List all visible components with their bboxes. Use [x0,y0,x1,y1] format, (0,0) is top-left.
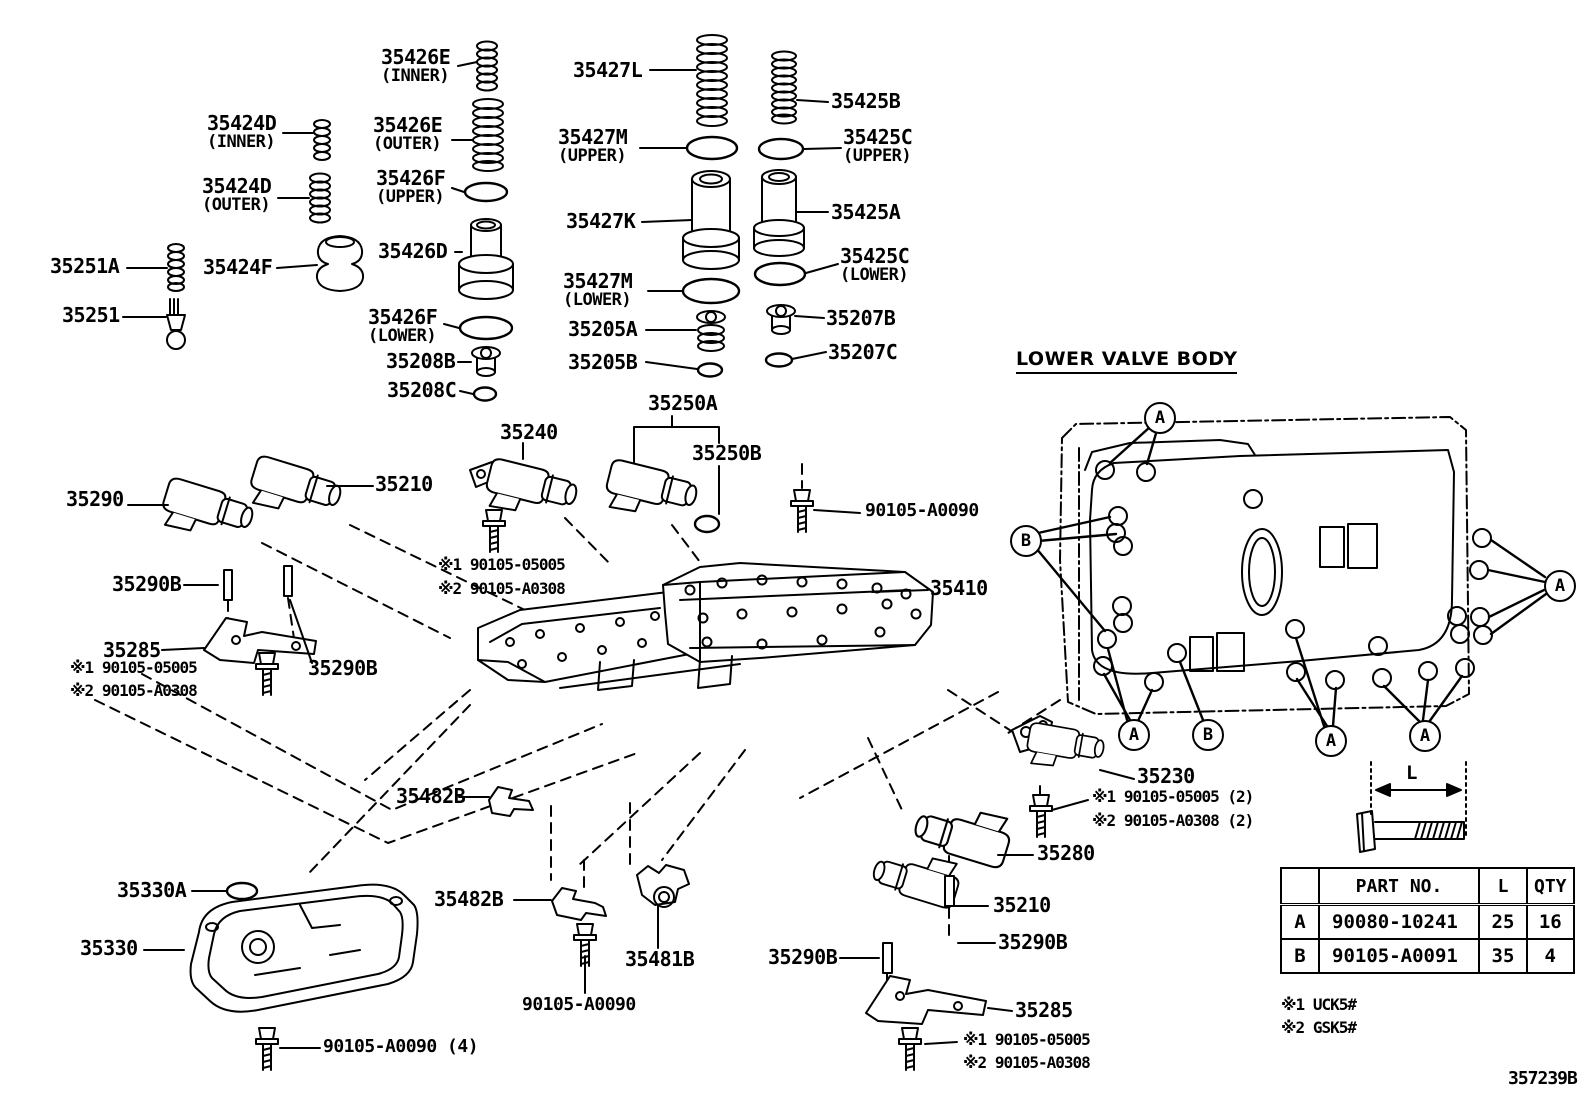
bolt-holes [1094,461,1492,691]
callout-a: A [1409,720,1441,752]
solenoid-35280 [911,794,1015,870]
bolt-35285-bottom [899,1028,921,1070]
part-label-35290: 35290 [66,487,124,511]
bolt-table-cell-part: 90080-10241 [1319,905,1479,940]
o-ring-35425c-upper [759,139,803,159]
solenoid-35250 [602,458,700,526]
part-label-90105-a0090-4-: 90105-A0090 (4) [323,1036,479,1057]
part-label-35210: 35210 [993,893,1051,917]
bolt-35230 [1030,795,1052,837]
bolt-90105-a0090-pan [256,1028,278,1070]
callout-b: B [1010,525,1042,557]
section-title: LOWER VALVE BODY [1016,348,1237,374]
bracket-35482b-bottom [552,888,606,920]
plug-35208b [472,347,500,376]
part-label-35210: 35210 [375,472,433,496]
part-label-35426f: 35426F (LOWER) [368,305,438,346]
o-ring-35330a [227,883,257,899]
solenoid-35230 [1024,722,1106,775]
callout-b: B [1192,719,1224,751]
part-label-35426f: 35426F (UPPER) [376,166,446,207]
spring-35426e-outer [473,99,503,171]
part-label-35285: 35285 [103,638,161,662]
bolt-table-cell-key: A [1281,905,1319,940]
part-label-35426e: 35426E (OUTER) [373,113,443,154]
part-label-35424f: 35424F [203,255,273,279]
part-label--2-90105-a0308: ※2 90105-A0308 [963,1053,1090,1072]
part-label-35330a: 35330A [117,878,187,902]
spring-35425b [772,52,796,124]
part-label-35250b: 35250B [692,441,762,465]
case-outline [1060,417,1469,714]
sleeve-35426d [459,219,513,299]
part-label-90105-a0090: 90105-A0090 [865,500,979,521]
callout-a: A [1144,402,1176,434]
part-label-qualifier: (INNER) [207,132,276,152]
solenoid-35210 [245,454,344,526]
bolt-table-row-a [1281,905,1574,940]
part-label-35285: 35285 [1015,998,1073,1022]
o-ring-35426f-upper [465,183,507,201]
part-label-35482b: 35482B [396,784,466,808]
part-label-qualifier: (INNER) [381,66,450,86]
part-label-35424d: 35424D (OUTER) [202,174,272,215]
dimension-label: L [1406,762,1418,784]
part-label-35427m: 35427M (UPPER) [558,125,628,166]
part-label-35207c: 35207C [828,340,898,364]
table-header-key [1281,868,1319,905]
part-label--1-90105-05005: ※1 90105-05005 [963,1030,1090,1049]
o-ring-35425c-lower [755,263,805,285]
part-label-qualifier: (LOWER) [563,290,632,310]
table-header-qty: QTY [1527,868,1574,905]
bolt-90105-a0090-top [791,490,813,532]
part-label--2-gsk5-: ※2 GSK5# [1281,1018,1356,1037]
part-label-qualifier: (UPPER) [558,146,627,166]
part-label-qualifier: (LOWER) [368,326,437,346]
bolt-table-cell-part: 90105-A0091 [1319,939,1479,973]
figure-code: 357239B [1508,1068,1577,1089]
bolt-table-cell-qty: 4 [1527,939,1574,973]
part-label-35290b: 35290B [112,572,182,596]
part-label-35426e: 35426E (INNER) [381,45,451,86]
part-label-35425c: 35425C (UPPER) [843,125,913,166]
o-ring-35205b [698,364,722,377]
part-label-35290b: 35290B [998,930,1068,954]
o-ring-35250b [695,516,719,532]
bracket-35482b-top [489,787,533,816]
spring-35426e-inner [477,42,497,91]
part-label-35290b: 35290B [308,656,378,680]
part-label--1-90105-05005: ※1 90105-05005 [438,555,565,574]
part-label--1-90105-05005-2-: ※1 90105-05005 (2) [1092,787,1254,806]
part-label-qualifier: (OUTER) [202,195,271,215]
bracket-35481b [637,865,689,905]
bolt-table-cell-l: 35 [1479,939,1527,973]
part-label--1-90105-05005: ※1 90105-05005 [70,658,197,677]
part-label-35280: 35280 [1037,841,1095,865]
bracket-35285-bottom [866,976,986,1024]
part-label-qualifier: (OUTER) [373,134,442,154]
lower-valve-body-illustration [1036,417,1546,726]
o-ring-35426f-lower [460,317,512,339]
part-label-35208b: 35208B [386,349,456,373]
callout-a: A [1544,570,1576,602]
part-label-35424d: 35424D (INNER) [207,111,277,152]
part-label-35230: 35230 [1137,764,1195,788]
o-ring-35427m-lower [683,279,739,303]
bolt-table-cell-key: B [1281,939,1319,973]
part-label-35207b: 35207B [826,306,896,330]
spring-35424d-inner [314,120,330,160]
bolt-spec-table [1280,867,1575,974]
part-label--1-uck5-: ※1 UCK5# [1281,995,1356,1014]
spring-35427l [697,35,727,126]
o-ring-35207c [766,354,792,367]
solenoid-35290 [157,476,256,548]
part-label-35208c: 35208C [387,378,457,402]
bolt-table-cell-l: 25 [1479,905,1527,940]
part-label-35426d: 35426D [378,239,448,263]
part-label-35250a: 35250A [648,391,718,415]
part-label-35427m: 35427M (LOWER) [563,269,633,310]
bolt-35285-left [256,653,278,695]
spring-35424d-outer [310,174,330,223]
part-label-35251: 35251 [62,303,120,327]
table-header-l: L [1479,868,1527,905]
plug-35207b [767,305,795,334]
part-label-35427l: 35427L [573,58,643,82]
spring-35251a [168,244,184,291]
gasket-plate [1090,450,1454,674]
o-ring-35427m-upper [687,137,737,159]
part-label-35410: 35410 [930,576,988,600]
part-label-35251a: 35251A [50,254,120,278]
part-label--2-90105-a0308-2-: ※2 90105-A0308 (2) [1092,811,1254,830]
valve-35251 [167,299,185,349]
part-label-35330: 35330 [80,936,138,960]
part-label-35427k: 35427K [566,209,636,233]
part-label-qualifier: (UPPER) [843,146,912,166]
part-label-35425a: 35425A [831,200,901,224]
table-header-part-no: PART NO. [1319,868,1479,905]
bolt-under-35240 [483,510,505,552]
plug-35424f [317,236,363,291]
bolt-table-cell-qty: 16 [1527,905,1574,940]
part-label--2-90105-a0308: ※2 90105-A0308 [70,681,197,700]
part-label-qualifier: (UPPER) [376,187,445,207]
part-label-35205b: 35205B [568,350,638,374]
part-label-35482b: 35482B [434,887,504,911]
plug-35205a [697,311,725,351]
part-label-90105-a0090: 90105-A0090 [522,994,636,1015]
part-label--2-90105-a0308: ※2 90105-A0308 [438,579,565,598]
part-label-qualifier: (LOWER) [840,265,909,285]
o-ring-35208c [474,388,496,401]
part-label-35481b: 35481B [625,947,695,971]
part-label-35240: 35240 [500,420,558,444]
part-label-35205a: 35205A [568,317,638,341]
callout-a: A [1118,719,1150,751]
callout-a: A [1315,725,1347,757]
part-label-35425b: 35425B [831,89,901,113]
bolt-table-row-b [1281,939,1574,973]
part-label-35290b: 35290B [768,945,838,969]
oil-strainer-35330 [191,885,418,1012]
part-label-35425c: 35425C (LOWER) [840,244,910,285]
